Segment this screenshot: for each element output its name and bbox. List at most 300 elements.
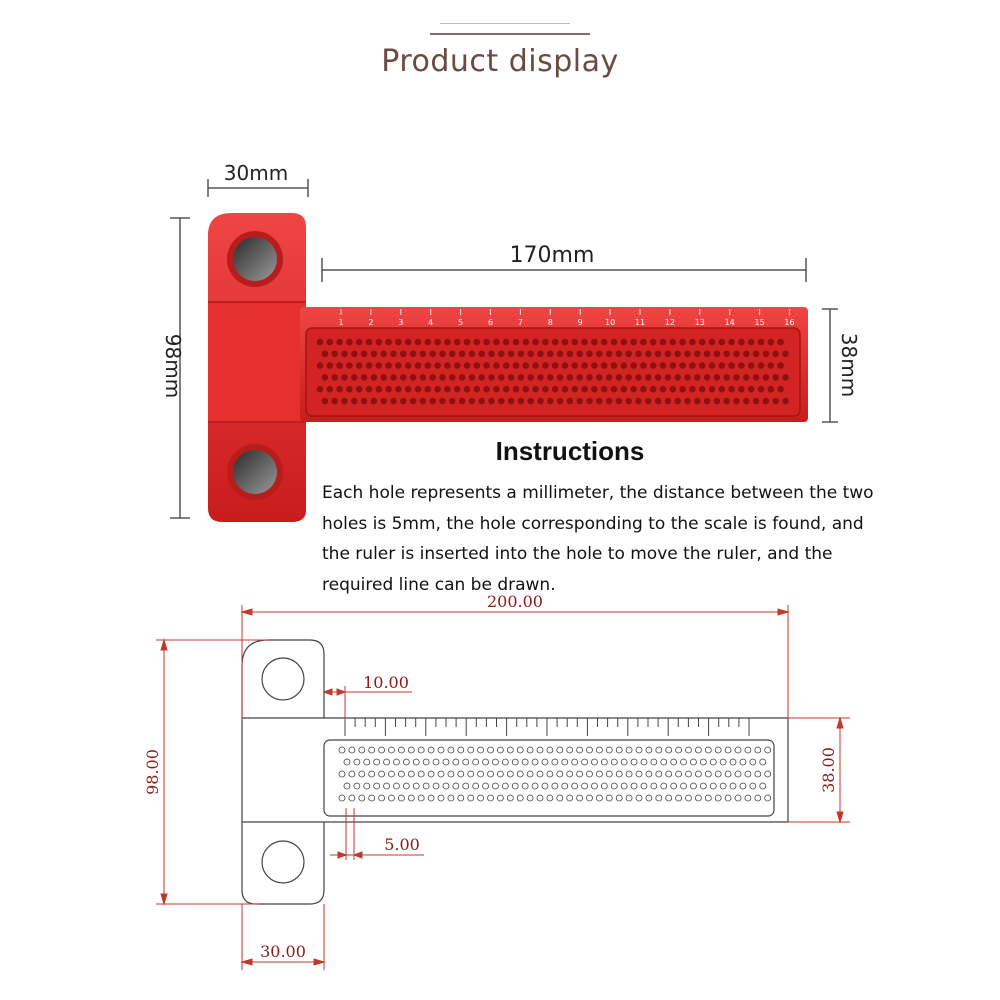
photo-hole: [366, 339, 373, 346]
photo-hole: [601, 362, 608, 369]
photo-hole: [709, 386, 716, 393]
photo-hole: [449, 398, 456, 405]
drawing-hole: [695, 747, 701, 753]
photo-hole: [331, 398, 338, 405]
drawing-hole: [720, 759, 726, 765]
drawing-hole: [433, 759, 439, 765]
drawing-hole: [428, 795, 434, 801]
photo-hole: [346, 362, 353, 369]
drawing-hole: [389, 771, 395, 777]
photo-scale-label: 14: [724, 318, 735, 327]
photo-hole: [733, 374, 740, 381]
drawing-hole: [705, 795, 711, 801]
drawing-hole: [497, 771, 503, 777]
photo-hole: [601, 386, 608, 393]
photo-hole: [341, 374, 348, 381]
photo-hole: [336, 339, 343, 346]
photo-hole: [768, 386, 775, 393]
photo-hole: [655, 398, 662, 405]
photo-hole: [670, 362, 677, 369]
photo-hole: [674, 374, 681, 381]
photo-hole: [772, 374, 779, 381]
drawing-hole: [676, 747, 682, 753]
drawing-hole: [725, 771, 731, 777]
photo-hole: [782, 374, 789, 381]
photo-hole: [552, 362, 559, 369]
drawing-hole: [403, 759, 409, 765]
drawing-hole: [547, 795, 553, 801]
photo-hole: [738, 386, 745, 393]
photo-hole: [336, 362, 343, 369]
photo-hole: [474, 339, 481, 346]
drawing-hole: [671, 783, 677, 789]
drawing-hole: [502, 783, 508, 789]
drawing-hole: [666, 771, 672, 777]
photo-hole: [645, 398, 652, 405]
drawing-hole: [537, 771, 543, 777]
drawing-hole: [384, 783, 390, 789]
drawing-hole: [349, 747, 355, 753]
photo-hole: [356, 386, 363, 393]
photo-hole: [459, 374, 466, 381]
drawing-hole: [710, 759, 716, 765]
photo-hole: [606, 398, 613, 405]
photo-scale-label: 15: [754, 318, 765, 327]
drawing-hole: [562, 759, 568, 765]
photo-hole: [376, 386, 383, 393]
drawing-hole: [661, 759, 667, 765]
photo-hole: [714, 398, 721, 405]
photo-hole: [356, 339, 363, 346]
drawing-hole: [398, 771, 404, 777]
photo-hole: [763, 374, 770, 381]
drawing-hole: [507, 771, 513, 777]
photo-hole: [694, 398, 701, 405]
photo-hole: [709, 362, 716, 369]
photo-hole: [351, 374, 358, 381]
drawing-hole: [577, 795, 583, 801]
photo-hole: [464, 362, 471, 369]
photo-hole: [714, 351, 721, 358]
drawing-hole: [676, 771, 682, 777]
drawing-hole: [596, 795, 602, 801]
photo-hole: [586, 398, 593, 405]
drawing-hole: [601, 783, 607, 789]
photo-hole: [719, 362, 726, 369]
drawing-hole: [745, 795, 751, 801]
photo-hole: [723, 398, 730, 405]
photo-hole: [743, 398, 750, 405]
drawing-hole: [606, 747, 612, 753]
photo-hole: [523, 339, 530, 346]
photo-hole: [655, 351, 662, 358]
photo-hole: [591, 339, 598, 346]
photo-hole: [567, 398, 574, 405]
photo-hole: [483, 386, 490, 393]
drawing-hole: [656, 747, 662, 753]
drawing-hole: [557, 747, 563, 753]
drawing-hole: [760, 759, 766, 765]
drawing-hole: [681, 759, 687, 765]
drawing-hole: [384, 759, 390, 765]
photo-hole: [380, 398, 387, 405]
photo-hole: [591, 362, 598, 369]
photo-hole: [425, 339, 432, 346]
instructions-line: holes is 5mm, the hole corresponding to the scale is found, and: [322, 513, 864, 534]
drawing-bottom-hole-icon: [262, 841, 304, 883]
drawing-hole: [463, 759, 469, 765]
drawing-hole: [547, 771, 553, 777]
drawing-hole: [557, 771, 563, 777]
drawing-hole: [379, 795, 385, 801]
drawing-hole: [750, 783, 756, 789]
photo-hole: [395, 386, 402, 393]
drawing-hole: [567, 795, 573, 801]
drawing-hole: [577, 771, 583, 777]
drawing-hole: [735, 747, 741, 753]
photo-hole: [488, 374, 495, 381]
drawing-hole: [760, 783, 766, 789]
drawing-hole: [735, 795, 741, 801]
drawing-hole: [468, 771, 474, 777]
drawing-hole: [636, 747, 642, 753]
drawing-hole: [686, 771, 692, 777]
drawing-hole: [453, 783, 459, 789]
drawing-hole: [354, 759, 360, 765]
drawing-hole: [626, 747, 632, 753]
drawing-hole: [730, 759, 736, 765]
photo-hole: [493, 339, 500, 346]
photo-hole: [483, 362, 490, 369]
drawing-hole: [755, 771, 761, 777]
photo-scale-label: 3: [398, 318, 404, 327]
total-length-label: 200.00: [487, 592, 543, 611]
photo-hole: [356, 362, 363, 369]
photo-hole: [616, 374, 623, 381]
photo-hole: [415, 362, 422, 369]
photo-hole: [621, 362, 628, 369]
drawing-hole: [690, 783, 696, 789]
drawing-hole: [478, 795, 484, 801]
photo-hole: [498, 398, 505, 405]
blade-width-dimension: [822, 309, 838, 422]
photo-hole: [327, 339, 334, 346]
photo-hole: [714, 374, 721, 381]
photo-hole: [371, 398, 378, 405]
photo-scale-label: 9: [577, 318, 583, 327]
photo-scale-label: 16: [784, 318, 795, 327]
drawing-hole: [398, 747, 404, 753]
photo-hole: [743, 374, 750, 381]
instructions-line: the ruler is inserted into the hole to move the ruler, and the: [322, 544, 833, 564]
drawing-hole: [423, 759, 429, 765]
drawing-hole: [428, 771, 434, 777]
photo-hole: [758, 362, 765, 369]
drawing-hole: [507, 747, 513, 753]
photo-hole: [474, 386, 481, 393]
drawing-hole: [418, 795, 424, 801]
photo-hole: [390, 398, 397, 405]
photo-hole: [322, 351, 329, 358]
photo-hole: [459, 398, 466, 405]
drawing-hole: [488, 795, 494, 801]
photo-hole: [415, 339, 422, 346]
drawing-hole: [606, 795, 612, 801]
drawing-hole: [587, 747, 593, 753]
drawing-hole: [715, 747, 721, 753]
photo-hole: [684, 351, 691, 358]
drawing-hole: [379, 747, 385, 753]
photo-hole: [650, 386, 657, 393]
drawing-hole: [547, 747, 553, 753]
photo-hole: [679, 362, 686, 369]
drawing-hole: [765, 795, 771, 801]
photo-hole: [532, 362, 539, 369]
drawing-hole: [458, 747, 464, 753]
photo-hole: [782, 398, 789, 405]
photo-hole: [488, 351, 495, 358]
photo-hole: [640, 362, 647, 369]
drawing-hole: [745, 747, 751, 753]
drawing-hole: [458, 795, 464, 801]
photo-hole: [557, 398, 564, 405]
photo-hole: [572, 386, 579, 393]
drawing-hole: [641, 759, 647, 765]
photo-hole: [405, 386, 412, 393]
drawing-hole: [448, 771, 454, 777]
instructions-line: Each hole represents a millimeter, the distance between the two: [322, 483, 874, 503]
photo-hole: [616, 398, 623, 405]
drawing-hole: [656, 771, 662, 777]
ruler-head: [208, 213, 306, 522]
photo-hole: [385, 362, 392, 369]
photo-hole: [537, 351, 544, 358]
photo-hole: [660, 386, 667, 393]
photo-hole: [748, 339, 755, 346]
photo-hole: [400, 351, 407, 358]
photo-hole: [763, 398, 770, 405]
photo-hole: [630, 386, 637, 393]
drawing-height-label: 98.00: [143, 749, 162, 795]
photo-hole: [586, 351, 593, 358]
drawing-hole: [616, 795, 622, 801]
drawing-hole: [433, 783, 439, 789]
drawing-hole: [636, 771, 642, 777]
drawing-hole: [661, 783, 667, 789]
drawing-hole: [527, 747, 533, 753]
photo-hole: [679, 386, 686, 393]
drawing-hole: [651, 783, 657, 789]
technical-drawing: [0, 590, 1000, 1000]
photo-hole: [400, 374, 407, 381]
photo-hole: [503, 339, 510, 346]
photo-hole: [689, 339, 696, 346]
drawing-hole: [695, 795, 701, 801]
photo-hole: [552, 339, 559, 346]
drawing-hole: [483, 783, 489, 789]
photo-hole: [361, 398, 368, 405]
drawing-hole: [423, 783, 429, 789]
photo-hole: [753, 398, 760, 405]
photo-hole: [493, 386, 500, 393]
photo-hole: [351, 398, 358, 405]
photo-hole: [390, 351, 397, 358]
drawing-hole: [730, 783, 736, 789]
photo-hole: [400, 398, 407, 405]
drawing-hole: [582, 783, 588, 789]
drawing-hole: [616, 771, 622, 777]
drawing-hole: [339, 771, 345, 777]
drawing-hole: [473, 759, 479, 765]
photo-hole: [444, 339, 451, 346]
photo-hole: [674, 351, 681, 358]
photo-hole: [738, 362, 745, 369]
photo-hole: [611, 386, 618, 393]
drawing-hole: [478, 771, 484, 777]
drawing-hole: [364, 759, 370, 765]
photo-hole: [366, 362, 373, 369]
drawing-hole: [735, 771, 741, 777]
photo-hole: [679, 339, 686, 346]
drawing-hole: [562, 783, 568, 789]
photo-hole: [738, 339, 745, 346]
drawing-hole: [765, 747, 771, 753]
photo-hole: [621, 386, 628, 393]
drawing-hole: [587, 795, 593, 801]
drawing-hole: [577, 747, 583, 753]
photo-hole: [733, 351, 740, 358]
photo-hole: [606, 374, 613, 381]
drawing-hole: [695, 771, 701, 777]
drawing-hole: [488, 747, 494, 753]
drawing-hole: [369, 747, 375, 753]
photo-hole: [699, 339, 706, 346]
drawing-hole: [542, 783, 548, 789]
drawing-hole: [443, 783, 449, 789]
photo-hole: [439, 351, 446, 358]
photo-hole: [611, 362, 618, 369]
drawing-hole: [507, 795, 513, 801]
photo-hole: [650, 339, 657, 346]
photo-scale-label: 2: [368, 318, 374, 327]
drawing-hole: [686, 795, 692, 801]
photo-hole: [434, 339, 441, 346]
drawing-hole: [443, 759, 449, 765]
photo-hole: [371, 374, 378, 381]
drawing-top-hole-icon: [262, 658, 304, 700]
drawing-hole: [359, 771, 365, 777]
drawing-hole: [418, 771, 424, 777]
drawing-hole: [374, 783, 380, 789]
drawing-hole: [646, 771, 652, 777]
drawing-blade-width-label: 38.00: [819, 747, 838, 793]
drawing-hole: [408, 795, 414, 801]
photo-hole: [361, 374, 368, 381]
photo-hole: [547, 398, 554, 405]
drawing-hole: [497, 795, 503, 801]
drawing-hole: [532, 759, 538, 765]
photo-hole: [380, 374, 387, 381]
drawing-hole: [725, 795, 731, 801]
photo-hole: [498, 374, 505, 381]
photo-hole: [567, 351, 574, 358]
photo-hole: [625, 351, 632, 358]
photo-hole: [429, 374, 436, 381]
photo-hole: [518, 351, 525, 358]
photo-hole: [361, 351, 368, 358]
photo-hole: [503, 386, 510, 393]
photo-hole: [478, 398, 485, 405]
photo-scale-label: 12: [664, 318, 675, 327]
photo-hole: [777, 362, 784, 369]
photo-hole: [459, 351, 466, 358]
drawing-hole: [710, 783, 716, 789]
photo-hole: [434, 362, 441, 369]
drawing-hole: [354, 783, 360, 789]
drawing-hole: [611, 783, 617, 789]
photo-hole: [425, 386, 432, 393]
photo-hole: [660, 339, 667, 346]
photo-scale-label: 13: [694, 318, 705, 327]
photo-hole: [782, 351, 789, 358]
photo-hole: [523, 362, 530, 369]
drawing-hole: [631, 759, 637, 765]
drawing-hole: [448, 795, 454, 801]
blade-width-label: 38mm: [837, 332, 861, 398]
photo-hole: [645, 374, 652, 381]
photo-hole: [336, 386, 343, 393]
photo-hole: [596, 374, 603, 381]
drawing-hole: [606, 771, 612, 777]
drawing-hole: [418, 747, 424, 753]
drawing-hole: [448, 747, 454, 753]
photo-hole: [596, 351, 603, 358]
photo-hole: [723, 351, 730, 358]
photo-scale-label: 11: [634, 318, 646, 327]
photo-hole: [670, 339, 677, 346]
drawing-hole: [616, 747, 622, 753]
photo-hole: [317, 362, 324, 369]
photo-hole: [753, 374, 760, 381]
drawing-hole: [349, 771, 355, 777]
photo-hole: [552, 386, 559, 393]
drawing-hole: [596, 747, 602, 753]
drawing-hole: [567, 771, 573, 777]
drawing-hole: [522, 783, 528, 789]
photo-hole: [719, 386, 726, 393]
drawing-hole: [601, 759, 607, 765]
drawing-hole: [740, 783, 746, 789]
drawing-hole: [621, 783, 627, 789]
photo-hole: [532, 386, 539, 393]
drawing-hole: [552, 759, 558, 765]
drawing-hole: [393, 783, 399, 789]
photo-hole: [483, 339, 490, 346]
photo-hole: [420, 351, 427, 358]
drawing-hole: [582, 759, 588, 765]
drawing-hole: [517, 771, 523, 777]
photo-hole: [439, 398, 446, 405]
photo-hole: [547, 351, 554, 358]
photo-hole: [542, 386, 549, 393]
photo-hole: [527, 351, 534, 358]
photo-hole: [469, 351, 476, 358]
photo-scale-label: 5: [458, 318, 464, 327]
drawing-hole: [492, 759, 498, 765]
drawing-hole: [591, 759, 597, 765]
drawing-hole: [666, 747, 672, 753]
photo-hole: [753, 351, 760, 358]
